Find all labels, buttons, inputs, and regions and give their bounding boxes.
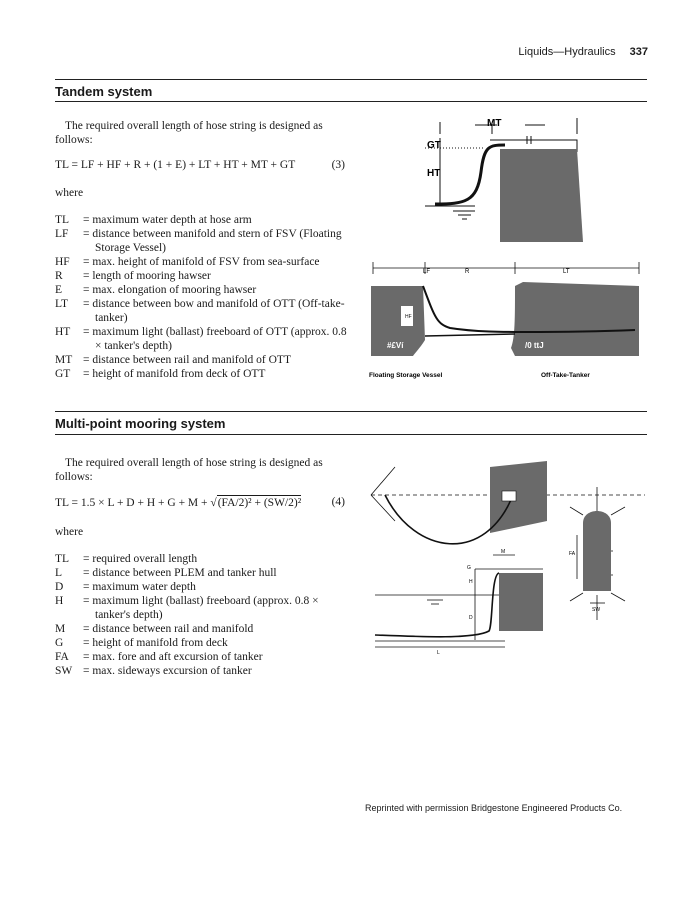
definition-term: G (55, 637, 64, 649)
definition-term: TL (55, 214, 70, 226)
ht-label: HT (427, 168, 441, 179)
tandem-intro: The required overall length of hose string is designed as follows: (55, 120, 323, 146)
definition-term: L (55, 567, 63, 579)
definition-term: D (55, 581, 64, 593)
tandem-where: where (55, 187, 84, 199)
fsv-marking: #£Ví (387, 341, 404, 350)
running-title: Liquids—Hydraulics (518, 46, 616, 58)
equation-3: TL = LF + HF + R + (1 + E) + LT + HT + MT + GT (55, 159, 296, 171)
tanker-plan (583, 511, 611, 591)
definition-text: = distance between PLEM and tanker hull (83, 567, 277, 579)
tandem-vessels-diagram (365, 258, 645, 382)
definition-text: = maximum water depth at hose arm (83, 214, 252, 226)
definition-text: = max. height of manifold of FSV from sea-surface (83, 256, 320, 268)
equation-number-3: (3) (331, 159, 345, 171)
definition-term: TL (55, 553, 70, 565)
tandem-definitions (55, 213, 347, 381)
definition-row (55, 213, 347, 227)
section-title-multipoint: Multi-point mooring system (55, 416, 226, 431)
section-title-tandem: Tandem system (55, 84, 153, 99)
h-label: H (469, 579, 473, 585)
definition-term: M (55, 623, 66, 635)
tandem-manifold-diagram (365, 112, 595, 252)
definition-row (55, 325, 347, 353)
definition-term: SW (55, 665, 73, 677)
definition-text: = max. sideways excursion of tanker (83, 665, 252, 677)
definition-text: = distance between rail and manifold of OTT (83, 354, 291, 366)
definition-text: = height of manifold from deck of OTT (83, 368, 266, 380)
definition-row (55, 227, 347, 255)
multipoint-intro: The required overall length of hose string is designed as follows: (55, 457, 323, 483)
definition-row (55, 255, 347, 269)
definition-row (55, 580, 347, 594)
definition-row (55, 367, 347, 381)
definition-term: HT (55, 326, 71, 338)
page-number: 337 (629, 46, 648, 58)
ott-marking: /0 ttJ (525, 341, 544, 350)
mooring-hawser (425, 334, 515, 336)
multipoint-equation (55, 495, 345, 510)
definition-term: LT (55, 298, 68, 310)
multipoint-where: where (55, 526, 84, 538)
gt-label: GT (427, 140, 441, 151)
definition-term: HF (55, 256, 70, 268)
section-rule-top-2 (55, 411, 647, 412)
definition-text: = maximum light (ballast) freeboard of OTT (approx. 0.8 × tanker's depth) (83, 326, 347, 352)
definition-row (55, 594, 347, 622)
definition-term: GT (55, 368, 71, 380)
definition-term: FA (55, 651, 69, 663)
d-label: D (469, 615, 473, 621)
sw-label: SW (592, 607, 601, 613)
definition-text: = required overall length (83, 553, 198, 565)
r-label: R (465, 269, 470, 275)
tanker-hull (500, 149, 583, 242)
definition-row (55, 353, 347, 367)
section-rule-top (55, 79, 647, 80)
definition-term: H (55, 595, 64, 607)
definition-text: = maximum water depth (83, 581, 196, 593)
definition-text: = length of mooring hawser (83, 270, 211, 282)
lt-label: LT (563, 269, 570, 275)
hose-string (435, 145, 505, 204)
definition-text: = distance between manifold and stern of FSV (Floating Storage Vessel) (83, 228, 342, 254)
definition-row (55, 650, 347, 664)
definition-row (55, 664, 347, 678)
fa-label: FA (569, 551, 576, 557)
definition-text: = max. fore and aft excursion of tanker (83, 651, 263, 663)
definition-row (55, 269, 347, 283)
section-rule-bottom-2 (55, 434, 647, 435)
lf-label: LF (423, 269, 431, 275)
definition-row (55, 552, 347, 566)
definition-text: = distance between bow and manifold of OTT (Off-take- tanker) (83, 298, 345, 324)
definition-row (55, 297, 347, 325)
m-label: M (501, 549, 506, 555)
tandem-equation (55, 158, 345, 172)
equation-number-4: (4) (331, 496, 345, 508)
fsv-caption: Floating Storage Vessel (369, 372, 443, 379)
submarine-hose (375, 573, 499, 637)
definition-term: MT (55, 354, 73, 366)
definition-term: LF (55, 228, 69, 240)
definition-row (55, 622, 347, 636)
manifold (502, 491, 516, 501)
equation-4: TL = 1.5 × L + D + H + G + M + √(FA/2)² + (SW/2)² (55, 497, 302, 509)
credit-line: Reprinted with permission Bridgestone Engineered Products Co. (365, 803, 623, 813)
ott-caption: Off-Take-Tanker (541, 372, 590, 379)
definition-text: = distance between rail and manifold (83, 623, 254, 635)
definition-row (55, 566, 347, 580)
tanker-hull-side (499, 573, 543, 631)
tanker-hull-upper (490, 461, 547, 533)
definition-text: = maximum light (ballast) freeboard (approx. 0.8 × tanker's depth) (83, 595, 319, 621)
section-rule-bottom (55, 101, 647, 102)
running-header (518, 46, 648, 58)
multipoint-diagram (365, 455, 650, 655)
mooring-line (371, 467, 395, 495)
g-label: G (467, 565, 471, 571)
definition-row (55, 636, 347, 650)
hf-label: HF (405, 314, 412, 320)
mt-label: MT (487, 118, 502, 129)
definition-term: R (55, 270, 63, 282)
l-label: L (437, 650, 440, 655)
multipoint-definitions (55, 552, 347, 678)
definition-text: = max. elongation of mooring hawser (83, 284, 257, 296)
definition-row (55, 283, 347, 297)
definition-text: = height of manifold from deck (83, 637, 228, 649)
definition-term: E (55, 284, 63, 296)
